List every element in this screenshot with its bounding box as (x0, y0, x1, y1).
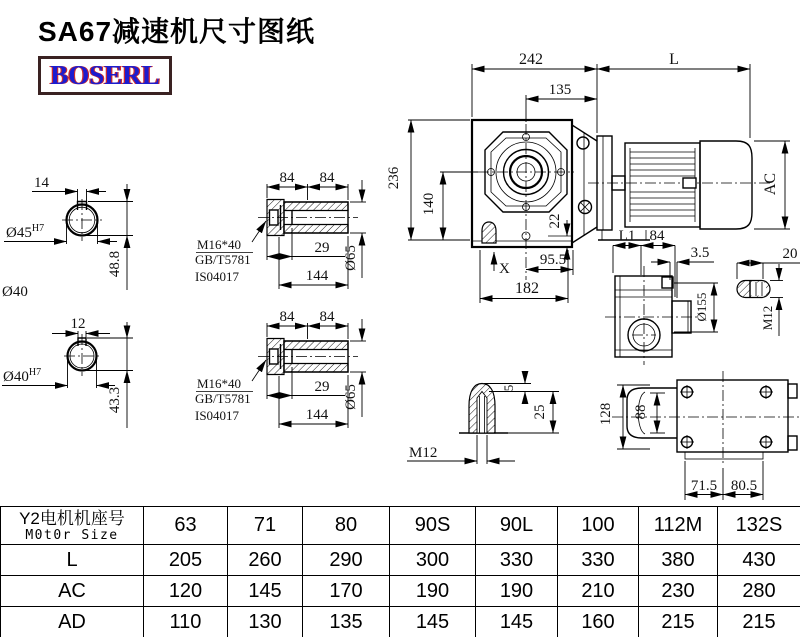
col-112M: 112M (639, 507, 718, 545)
side-view-gearbox (605, 228, 800, 365)
cell-AD-7: 215 (718, 607, 800, 637)
page-title: SA67减速机尺寸图纸 (38, 16, 316, 47)
cell-L-7: 430 (718, 545, 800, 576)
dim-sleeve-144: 144 (305, 268, 329, 284)
cell-AD-4: 145 (476, 607, 558, 637)
motor-size-header-cn: Y2电机机座号 (19, 508, 125, 528)
cell-AD-6: 215 (639, 607, 718, 637)
cell-L-1: 260 (228, 545, 303, 576)
dim-95-5: 95.5 (539, 252, 567, 268)
cell-AD-2: 135 (303, 607, 390, 637)
dim-sleeve2-84b: 84 (319, 309, 335, 325)
shaft-section-view-1 (4, 175, 133, 290)
cell-AC-2: 170 (303, 576, 390, 607)
cell-AC-5: 210 (558, 576, 639, 607)
dim-side-M12: M12 (760, 305, 775, 331)
bottom-view-gearbox (598, 371, 800, 500)
cell-AC-3: 190 (390, 576, 476, 607)
col-71: 71 (228, 507, 303, 545)
hollow-shaft-section-1 (195, 170, 366, 289)
cell-L-0: 205 (144, 545, 228, 576)
bolt-note2-iso: IS04017 (195, 408, 240, 423)
bolt-note-gb: GB/T5781 (195, 252, 251, 267)
dim-140: 140 (421, 192, 437, 216)
bolt-note2-spec: M16*40 (197, 376, 242, 391)
dim-25: 25 (532, 404, 548, 420)
col-90S: 90S (390, 507, 476, 545)
bolt-note-spec: M16*40 (197, 237, 242, 252)
dim-keywidth-2: 12 (70, 316, 86, 332)
dim-sleeve-84b: 84 (319, 170, 335, 186)
dim-71-5: 71.5 (690, 478, 718, 494)
dim-sleeve-29: 29 (314, 240, 330, 256)
dim-135: 135 (548, 82, 572, 98)
dim-sleeve2-144: 144 (305, 407, 329, 423)
cell-AC-0: 120 (144, 576, 228, 607)
col-132S: 132S (718, 507, 800, 545)
row-label-AD: AD (1, 607, 144, 637)
cell-AD-3: 145 (390, 607, 476, 637)
row-label-L: L (1, 545, 144, 576)
label-shaft-od: Ø40 (2, 284, 28, 300)
dim-keyheight-2: 43.3 (107, 386, 123, 414)
dim-AC: AC (762, 172, 779, 196)
dim-plug-M12: M12 (409, 445, 438, 461)
table-row-L (1, 545, 800, 576)
row-label-AC: AC (1, 576, 144, 607)
dim-155: Ø155 (694, 292, 709, 322)
dim-3-5: 3.5 (690, 245, 710, 261)
dim-keywidth-1: 14 (34, 175, 49, 191)
dim-sleeve2-29: 29 (314, 379, 330, 395)
bolt-note2-gb: GB/T5781 (195, 391, 251, 406)
dim-bore-1: $Ø45^{H7}$ (6, 223, 45, 241)
cell-AD-5: 160 (558, 607, 639, 637)
motor-size-header (1, 507, 144, 545)
plug-detail-view (407, 371, 559, 464)
dim-sleeve-od: Ø65 (343, 245, 359, 271)
cell-AD-0: 110 (144, 607, 228, 637)
dim-sleeve2-od: Ø65 (343, 384, 359, 410)
dim-bore-2: $Ø40^{H7}$ (3, 367, 42, 385)
cell-L-3: 300 (390, 545, 476, 576)
dim-242: 242 (519, 51, 543, 68)
dim-22: 22 (547, 213, 563, 229)
table-header-row (1, 507, 800, 545)
col-63: 63 (144, 507, 228, 545)
hollow-shaft-section-2 (195, 309, 366, 428)
dim-5: 5 (501, 384, 516, 392)
dim-128: 128 (598, 402, 614, 426)
col-90L: 90L (476, 507, 558, 545)
motor-size-header-en: M0t0r Size (25, 527, 119, 543)
table-row-AC (1, 576, 800, 607)
dim-236: 236 (386, 166, 402, 190)
dim-keyheight-1: 48.8 (107, 250, 123, 278)
col-100: 100 (558, 507, 639, 545)
col-80: 80 (303, 507, 390, 545)
motor-size-table (0, 506, 800, 637)
cell-AC-7: 280 (718, 576, 800, 607)
dim-182: 182 (515, 280, 539, 297)
cell-AC-1: 145 (228, 576, 303, 607)
shaft-section-view-2 (2, 316, 133, 428)
dim-sleeve-84a: 84 (279, 170, 295, 186)
table-row-AD (1, 607, 800, 637)
cell-AC-4: 190 (476, 576, 558, 607)
cell-AD-1: 130 (228, 607, 303, 637)
dim-20: 20 (782, 246, 798, 262)
dim-X: X (499, 261, 510, 277)
cell-L-4: 330 (476, 545, 558, 576)
cell-L-6: 380 (639, 545, 718, 576)
cell-AC-6: 230 (639, 576, 718, 607)
bolt-note-iso: IS04017 (195, 269, 240, 284)
dim-80-5: 80.5 (730, 478, 758, 494)
main-view-gearbox-motor (386, 51, 790, 303)
dim-88: 88 (633, 404, 649, 420)
cell-L-5: 330 (558, 545, 639, 576)
boserl-logo: BOSERL (38, 56, 172, 95)
dim-L1: L1 (618, 228, 636, 244)
cell-L-2: 290 (303, 545, 390, 576)
dim-L: L (669, 51, 679, 68)
dim-sleeve2-84a: 84 (279, 309, 295, 325)
dim-side-84: 84 (649, 228, 665, 244)
